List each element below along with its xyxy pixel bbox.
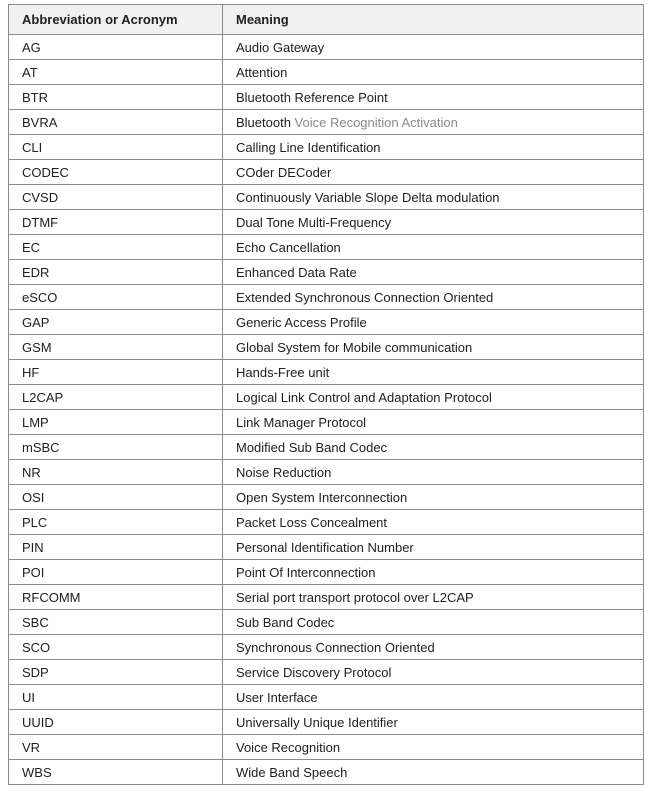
meaning-cell: Link Manager Protocol xyxy=(223,410,644,435)
meaning-cell: Personal Identification Number xyxy=(223,535,644,560)
table-row xyxy=(9,60,644,85)
abbreviation-cell: VR xyxy=(9,735,223,760)
meaning-cell: Wide Band Speech xyxy=(223,760,644,785)
abbreviation-cell: POI xyxy=(9,560,223,585)
abbreviation-cell: GAP xyxy=(9,310,223,335)
table-body xyxy=(9,35,644,785)
table-row xyxy=(9,760,644,785)
meaning-cell: Audio Gateway xyxy=(223,35,644,60)
abbreviation-cell: SCO xyxy=(9,635,223,660)
meaning-cell: Noise Reduction xyxy=(223,460,644,485)
meaning-cell: Echo Cancellation xyxy=(223,235,644,260)
meaning-cell: COder DECoder xyxy=(223,160,644,185)
table-row xyxy=(9,435,644,460)
header-meaning: Meaning xyxy=(223,5,644,35)
table-row xyxy=(9,110,644,135)
abbreviation-cell: NR xyxy=(9,460,223,485)
meaning-cell xyxy=(223,110,644,135)
meaning-cell: Synchronous Connection Oriented xyxy=(223,635,644,660)
meaning-cell: Voice Recognition xyxy=(223,735,644,760)
header-abbreviation-or-acronym: Abbreviation or Acronym xyxy=(9,5,223,35)
abbreviation-cell: LMP xyxy=(9,410,223,435)
abbreviation-cell: HF xyxy=(9,360,223,385)
meaning-cell: Attention xyxy=(223,60,644,85)
abbreviation-cell: CLI xyxy=(9,135,223,160)
table-row xyxy=(9,235,644,260)
table-row xyxy=(9,285,644,310)
abbreviation-cell: PIN xyxy=(9,535,223,560)
header-row xyxy=(9,5,644,35)
table-row xyxy=(9,310,644,335)
meaning-cell: Service Discovery Protocol xyxy=(223,660,644,685)
table-row xyxy=(9,35,644,60)
abbreviation-cell: CODEC xyxy=(9,160,223,185)
abbreviation-cell: AG xyxy=(9,35,223,60)
abbreviation-cell: WBS xyxy=(9,760,223,785)
table-row xyxy=(9,610,644,635)
meaning-cell: Modified Sub Band Codec xyxy=(223,435,644,460)
abbreviation-cell: CVSD xyxy=(9,185,223,210)
table-row xyxy=(9,510,644,535)
meaning-cell: Packet Loss Concealment xyxy=(223,510,644,535)
table-row xyxy=(9,335,644,360)
abbreviation-cell: PLC xyxy=(9,510,223,535)
abbreviation-cell: UUID xyxy=(9,710,223,735)
table-row xyxy=(9,260,644,285)
abbreviation-cell: RFCOMM xyxy=(9,585,223,610)
abbreviation-cell: BTR xyxy=(9,85,223,110)
meaning-cell: Calling Line Identification xyxy=(223,135,644,160)
table-row xyxy=(9,535,644,560)
meaning-cell: Bluetooth Reference Point xyxy=(223,85,644,110)
abbreviation-cell: UI xyxy=(9,685,223,710)
meaning-cell: Sub Band Codec xyxy=(223,610,644,635)
table-row xyxy=(9,660,644,685)
meaning-cell: Serial port transport protocol over L2CAP xyxy=(223,585,644,610)
abbreviation-cell: SDP xyxy=(9,660,223,685)
table-row xyxy=(9,735,644,760)
abbreviation-cell: eSCO xyxy=(9,285,223,310)
table-row xyxy=(9,210,644,235)
meaning-cell: Continuously Variable Slope Delta modulation xyxy=(223,185,644,210)
abbreviation-cell: AT xyxy=(9,60,223,85)
abbreviation-cell: L2CAP xyxy=(9,385,223,410)
meaning-cell: Open System Interconnection xyxy=(223,485,644,510)
table-row xyxy=(9,485,644,510)
meaning-cell: User Interface xyxy=(223,685,644,710)
table-row xyxy=(9,185,644,210)
meaning-cell: Global System for Mobile communication xyxy=(223,335,644,360)
table-row xyxy=(9,710,644,735)
table-row xyxy=(9,385,644,410)
abbreviation-cell: GSM xyxy=(9,335,223,360)
table-row xyxy=(9,560,644,585)
meaning-cell: Universally Unique Identifier xyxy=(223,710,644,735)
table-row xyxy=(9,410,644,435)
abbreviation-cell: mSBC xyxy=(9,435,223,460)
table-row xyxy=(9,85,644,110)
abbreviation-cell: SBC xyxy=(9,610,223,635)
table-row xyxy=(9,160,644,185)
table-header xyxy=(9,5,644,35)
abbreviation-cell: OSI xyxy=(9,485,223,510)
meaning-cell: Extended Synchronous Connection Oriented xyxy=(223,285,644,310)
abbreviation-cell: EC xyxy=(9,235,223,260)
meaning-cell: Generic Access Profile xyxy=(223,310,644,335)
meaning-part: Bluetooth xyxy=(236,114,291,130)
meaning-cell: Dual Tone Multi-Frequency xyxy=(223,210,644,235)
meaning-cell: Enhanced Data Rate xyxy=(223,260,644,285)
table-row xyxy=(9,360,644,385)
abbreviation-cell: BVRA xyxy=(9,110,223,135)
table-row xyxy=(9,635,644,660)
table-row xyxy=(9,585,644,610)
abbreviations-table xyxy=(8,4,644,785)
table-row xyxy=(9,135,644,160)
meaning-part-muted: Voice Recognition Activation xyxy=(290,114,458,130)
table-row xyxy=(9,460,644,485)
meaning-cell: Logical Link Control and Adaptation Protocol xyxy=(223,385,644,410)
table-row xyxy=(9,685,644,710)
abbreviation-cell: DTMF xyxy=(9,210,223,235)
meaning-cell: Hands-Free unit xyxy=(223,360,644,385)
abbreviation-cell: EDR xyxy=(9,260,223,285)
meaning-cell: Point Of Interconnection xyxy=(223,560,644,585)
